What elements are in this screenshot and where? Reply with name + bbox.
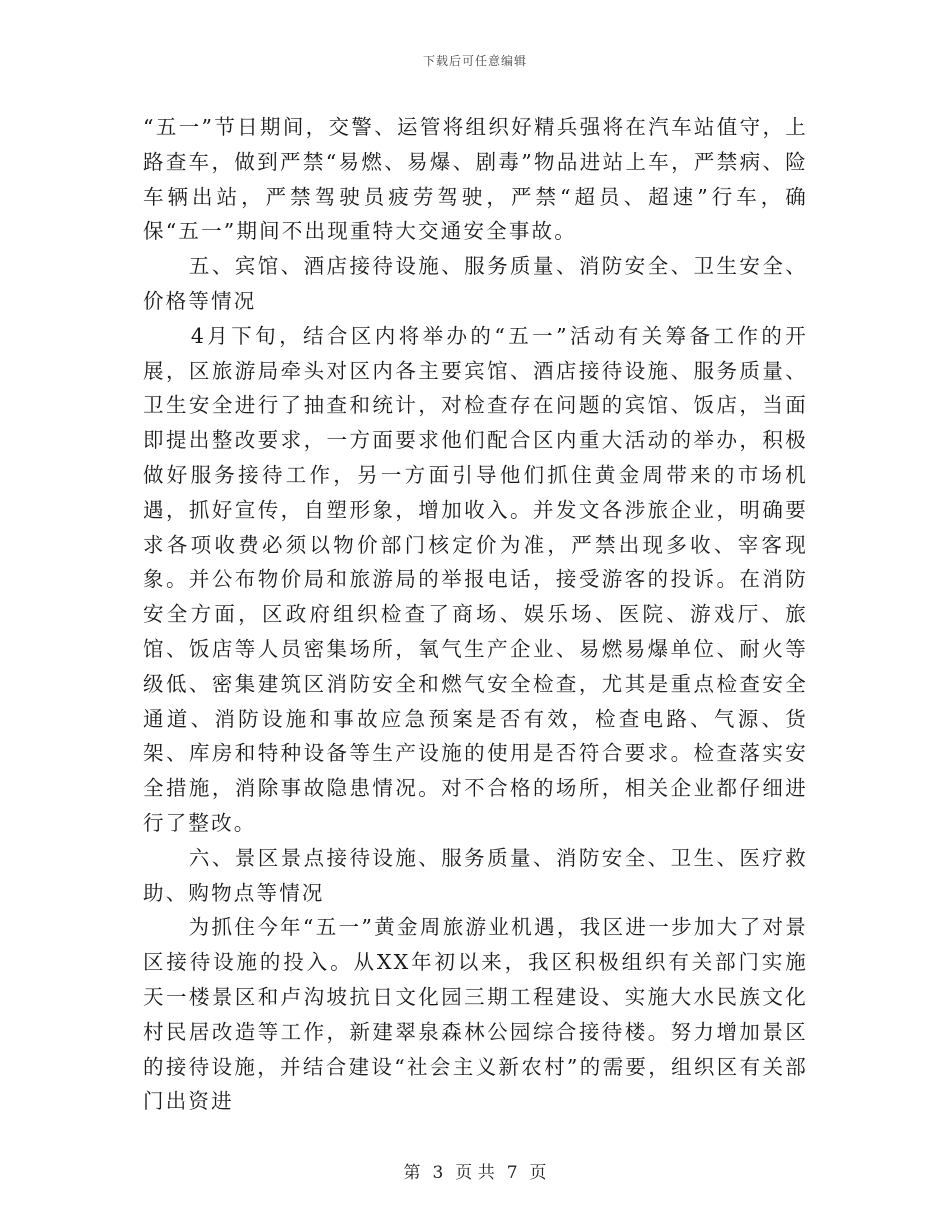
section-heading-scenic-spots: 六、景区景点接待设施、服务质量、消防安全、卫生、医疗救助、购物点等情况 [143, 845, 808, 905]
page-footer [0, 1158, 950, 1183]
footer-prefix: 第 [403, 1163, 421, 1183]
section-heading-hotels: 五、宾馆、酒店接待设施、服务质量、消防安全、卫生安全、价格等情况 [143, 254, 808, 313]
page-header: 下载后可任意编辑 [422, 54, 527, 68]
footer-middle: 页 共 [455, 1163, 495, 1183]
paragraph-traffic-safety: “五一”节日期间，交警、运管将组织好精兵强将在汽车站值守，上路查车，做到严禁“易燃、易爆、剧毒”物品进站上车，严禁病、险车辆出站，严禁驾驶员疲劳驾驶，严禁“超员、超速”行车，确保“五一”期间不出现重特大交通安全事故。 [143, 115, 808, 244]
paragraph-hotel-inspection: 4月下旬，结合区内将举办的“五一”活动有关筹备工作的开展，区旅游局牵头对区内各主要宾馆、酒店接待设施、服务质量、卫生安全进行了抽查和统计，对检查存在问题的宾馆、饭店，当面即提出整改要求，一方面要求他们配合区内重大活动的举办，积极做好服务接待工作，另一方面引导他们抓住黄金周带来的市场机遇，抓好宣传，自塑形象，增加收入。并发文各涉旅企业，明确要求各项收费必须以物价部门核定价为准，严禁出现多收、宰客现象。并公布物价局和旅游局的举报电话，接受游客的投诉。在消防安全方面，区政府组织检查了商场、娱乐场、医院、游戏厅、旅馆、饭店等人员密集场所，氧气生产企业、易燃易爆单位、耐火等级低、密集建筑区消防安全和燃气安全检查，尤其是重点检查安全通道、消防设施和事故应急预案是否有效，检查电路、气源、货架、库房和特种设备等生产设施的使用是否符合要求。检查落实安全措施，消除事故隐患情况。对不合格的场所，相关企业都仔细进行了整改。 [143, 323, 808, 835]
document-body [143, 110, 808, 1119]
paragraph-scenic-investment: 为抓住今年“五一”黄金周旅游业机遇，我区进一步加大了对景区接待设施的投入。从XX年初以来，我区积极组织有关部门实施天一楼景区和卢沟坡抗日文化园三期工程建设、实施大水民族文化村民居改造等工作，新建翠泉森林公园综合接待楼。努力增加景区的接待设施，并结合建设“社会主义新农村”的需要，组织区有关部门出资进 [143, 915, 808, 1114]
footer-suffix: 页 [529, 1163, 547, 1183]
page-number: 3 [432, 1163, 444, 1183]
total-pages: 7 [506, 1163, 518, 1183]
